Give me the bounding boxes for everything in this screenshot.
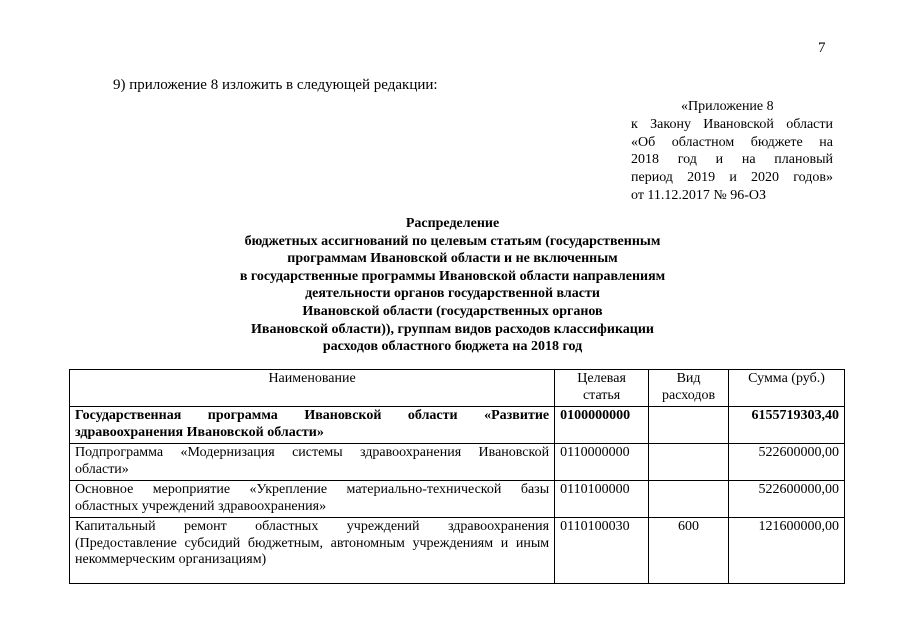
- cell-type: [649, 481, 729, 518]
- title-line: бюджетных ассигнований по целевым статьям (государственным: [244, 233, 661, 249]
- cell-type: [649, 407, 729, 444]
- title-line: деятельности органов государственной власти: [305, 286, 600, 302]
- table-row: [70, 518, 845, 584]
- cell-name: Подпрограмма «Модернизация системы здравоохранения Ивановской области»: [70, 444, 555, 481]
- title-line: Распределение: [405, 216, 500, 231]
- appendix-line: от 11.12.2017 № 96-ОЗ: [631, 187, 767, 203]
- header-sum: Сумма (руб.): [729, 370, 845, 407]
- appendix-line: к Закону Ивановской области: [631, 116, 833, 132]
- cell-code: 0110000000: [555, 444, 649, 481]
- table-row: [70, 444, 845, 481]
- cell-type: [649, 444, 729, 481]
- cell-code: 0110100000: [555, 481, 649, 518]
- page-number: 7: [818, 40, 826, 56]
- cell-type: 600: [649, 518, 729, 584]
- cell-sum: 121600000,00: [729, 518, 845, 584]
- amendment-intro: 9) приложение 8 изложить в следующей редакции:: [113, 77, 438, 93]
- table-row: [70, 481, 845, 518]
- header-target-article: Целевая статья: [555, 370, 649, 407]
- cell-name: Государственная программа Ивановской области «Развитие здравоохранения Ивановской области»: [70, 407, 555, 444]
- cell-sum: 522600000,00: [729, 481, 845, 518]
- appendix-line: «Приложение 8: [681, 99, 774, 114]
- title-line: программам Ивановской области и не включенным: [287, 251, 618, 267]
- appendix-header: [631, 98, 833, 205]
- cell-name: Капитальный ремонт областных учреждений здравоохранения (Предоставление субсидий бюджетным, автономным учреждениям и иным некоммерческим организациям): [70, 518, 555, 584]
- cell-code: 0110100030: [555, 518, 649, 584]
- appendix-line: период 2019 и 2020 годов»: [631, 170, 833, 186]
- title-line: Ивановской области (государственных органов: [302, 303, 603, 319]
- table-row: [70, 407, 845, 444]
- cell-sum: 6155719303,40: [729, 407, 845, 444]
- title-line: расходов областного бюджета на 2018 год: [322, 339, 583, 355]
- title-line: Ивановской области)), группам видов расходов классификации: [251, 321, 654, 337]
- appendix-line: 2018 год и на плановый: [631, 152, 833, 168]
- cell-sum: 522600000,00: [729, 444, 845, 481]
- budget-table: [69, 369, 845, 584]
- document-title: [200, 215, 705, 356]
- header-name: Наименование: [70, 370, 555, 407]
- appendix-line: «Об областном бюджете на: [631, 134, 833, 150]
- table-header-row: [70, 370, 845, 407]
- cell-name: Основное мероприятие «Укрепление материально-технической базы областных учреждений здравоохранения»: [70, 481, 555, 518]
- header-expense-type: Вид расходов: [649, 370, 729, 407]
- cell-code: 0100000000: [555, 407, 649, 444]
- title-line: в государственные программы Ивановской области направлениям: [239, 268, 666, 284]
